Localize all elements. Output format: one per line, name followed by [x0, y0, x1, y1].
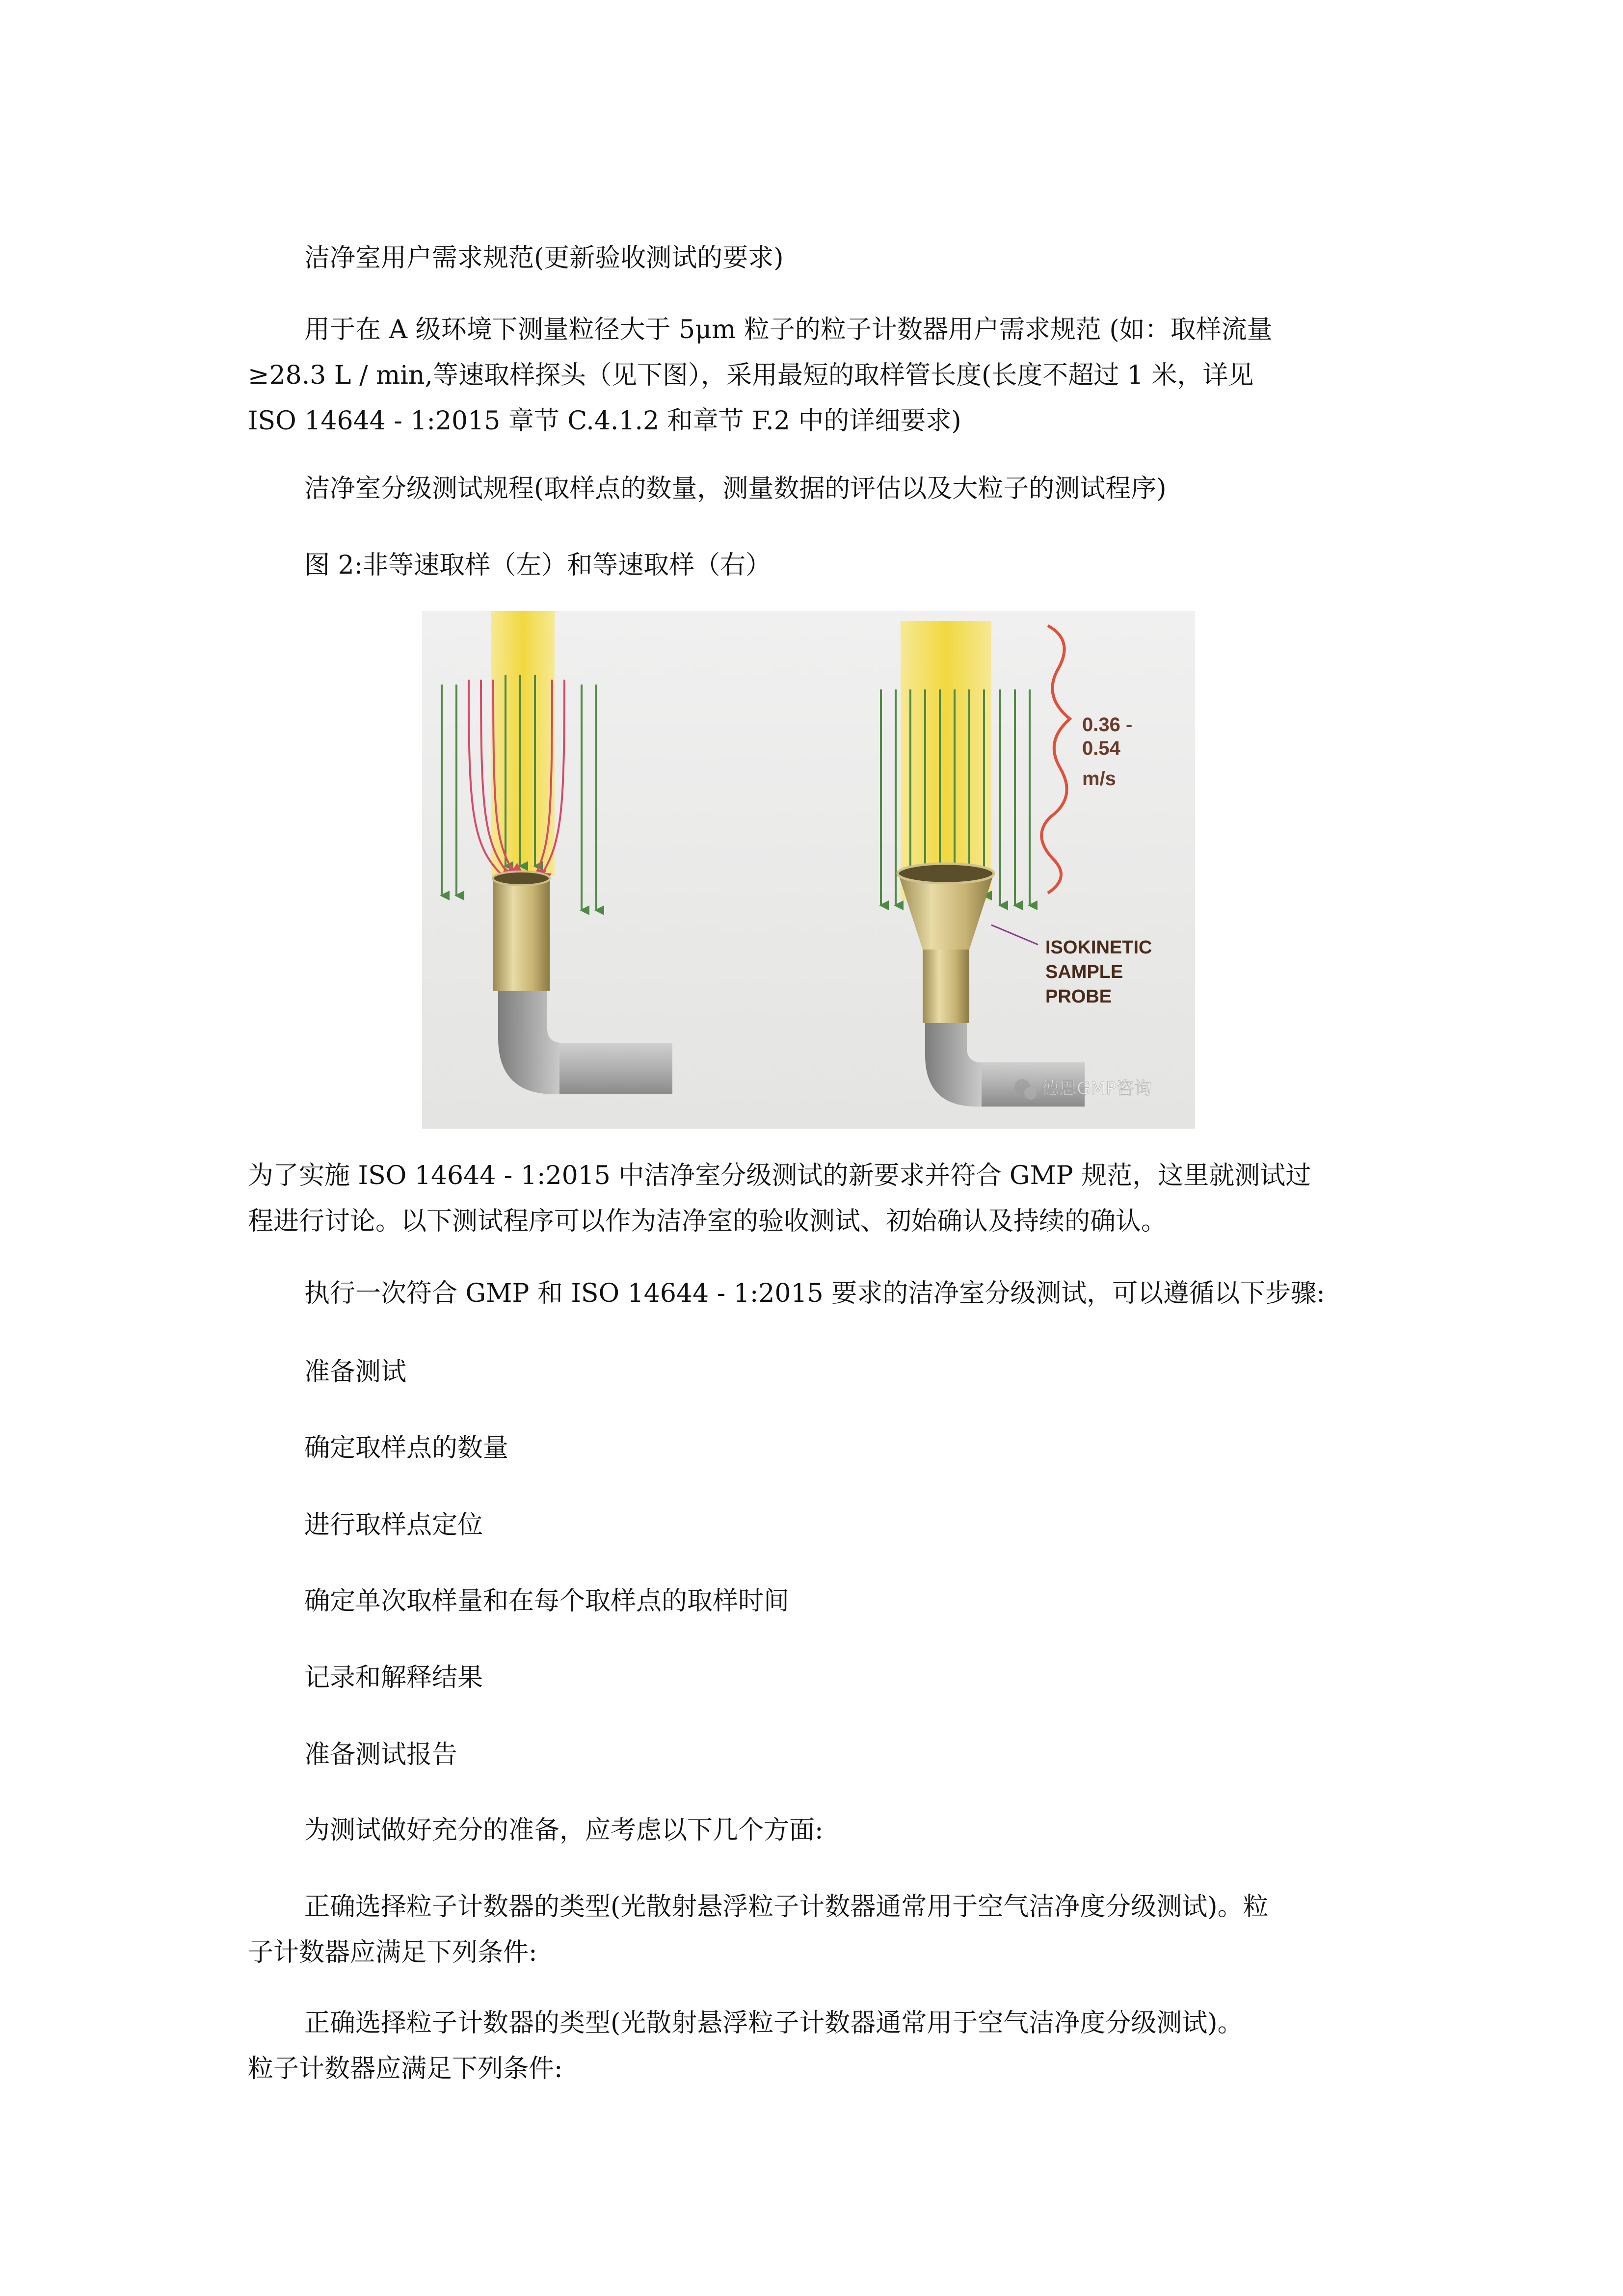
- step-item: 确定取样点的数量: [304, 1433, 509, 1463]
- paragraph-line: ISO 14644 - 1:2015 章节 C.4.1.2 和章节 F.2 中的详细要求): [248, 406, 961, 436]
- step-item: 记录和解释结果: [304, 1663, 483, 1692]
- probe-label-line1: ISOKINETIC: [1045, 937, 1152, 958]
- paragraph-line: 执行一次符合 GMP 和 ISO 14644 - 1:2015 要求的洁净室分级测试，可以遵循以下步骤:: [304, 1279, 1325, 1308]
- airflow-beam-right: [901, 621, 991, 900]
- sampling-probe-figure: [422, 611, 1195, 1129]
- velocity-label-line2: 0.54: [1082, 738, 1120, 759]
- paragraph-line: 程进行讨论。以下测试程序可以作为洁净室的验收测试、初始确认及持续的确认。: [248, 1207, 1167, 1236]
- paragraph-line: 粒子计数器应满足下列条件:: [248, 2054, 563, 2084]
- isokinetic-probe-body: [923, 950, 969, 1023]
- paragraph-line: 正确选择粒子计数器的类型(光散射悬浮粒子计数器通常用于空气洁净度分级测试)。: [304, 2008, 1243, 2038]
- probe-label-line3: PROBE: [1045, 986, 1112, 1007]
- velocity-label-line1: 0.36 -: [1082, 714, 1133, 736]
- velocity-label-line3: m/s: [1082, 768, 1116, 790]
- paragraph-line: 为了实施 ISO 14644 - 1:2015 中洁净室分级测试的新要求并符合 GMP 规范，这里就测试过: [248, 1161, 1311, 1190]
- paragraph-line: 为测试做好充分的准备，应考虑以下几个方面:: [304, 1816, 824, 1845]
- sample-probe-left: [493, 878, 550, 991]
- step-item: 进行取样点定位: [304, 1510, 483, 1540]
- figure-illustration: [422, 611, 1195, 1129]
- figure-caption: 图 2:非等速取样（左）和等速取样（右）: [304, 551, 772, 580]
- section-title-classification-test: 洁净室分级测试规程(取样点的数量，测量数据的评估以及大粒子的测试程序): [304, 474, 1167, 503]
- step-item: 准备测试: [304, 1357, 407, 1387]
- paragraph-line: ≥28.3 L / min,等速取样探头（见下图），采用最短的取样管长度(长度不超过 1 米，详见: [248, 361, 1254, 390]
- paragraph-line: 子计数器应满足下列条件:: [248, 1938, 537, 1967]
- step-item: 准备测试报告: [304, 1740, 458, 1769]
- section-title-user-requirements: 洁净室用户需求规范(更新验收测试的要求): [304, 243, 784, 273]
- paragraph-line: 正确选择粒子计数器的类型(光散射悬浮粒子计数器通常用于空气洁净度分级测试)。粒: [304, 1892, 1269, 1922]
- step-item: 确定单次取样量和在每个取样点的取样时间: [304, 1586, 790, 1616]
- probe-label-line2: SAMPLE: [1045, 962, 1123, 982]
- watermark-text: 德恩GMP咨询: [1041, 1079, 1152, 1099]
- paragraph-line: 用于在 A 级环境下测量粒径大于 5μm 粒子的粒子计数器用户需求规范 (如：取样流量: [304, 315, 1273, 344]
